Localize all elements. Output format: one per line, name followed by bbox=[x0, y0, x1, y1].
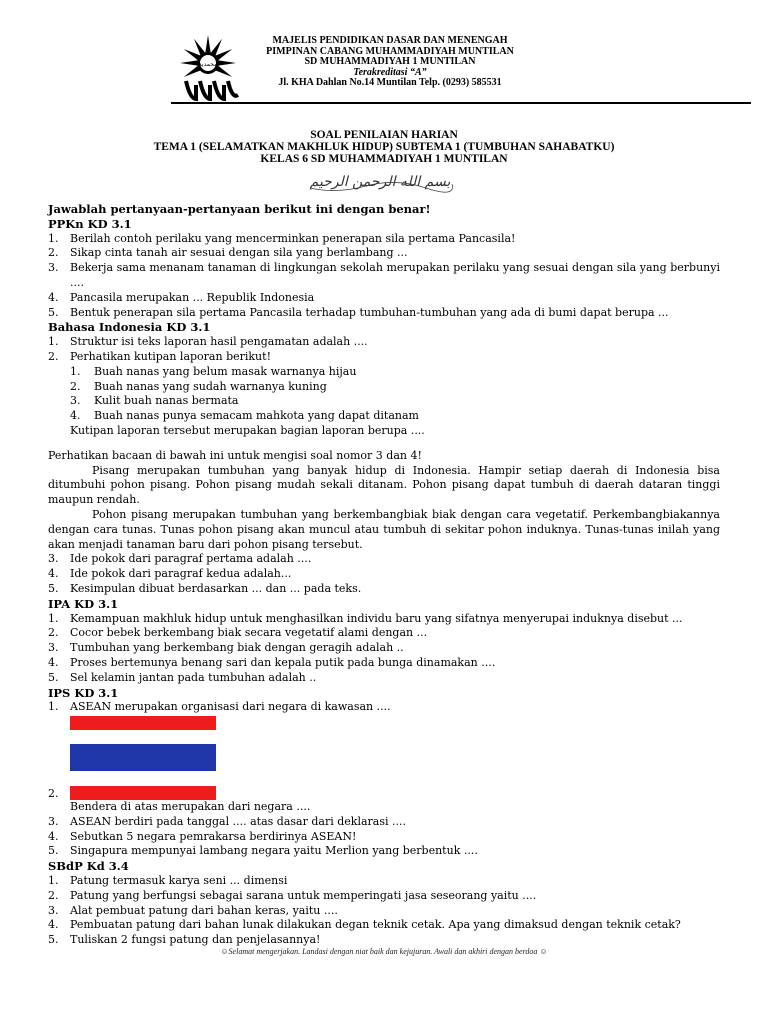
sub-item: 2. Buah nanas yang sudah warnanya kuning bbox=[70, 379, 327, 393]
section-ips-heading: IPS KD 3.1 bbox=[48, 685, 119, 700]
reading-paragraph-1: Pisang merupakan tumbuhan yang banyak hidup di Indonesia. Hampir setiap daerah di Indonesia bisa ditumbuhi pohon pisang. Pohon pisang mudah sekali ditanam. Pohon pisang dapat tumbuh di daerah dataran tinggi maupun rendah. bbox=[48, 463, 720, 507]
header-accreditation: Terakreditasi “A” bbox=[353, 66, 427, 78]
school-header bbox=[244, 36, 536, 89]
flag-blue-stripe bbox=[70, 744, 216, 771]
sbdp-list bbox=[48, 874, 720, 948]
reading-intro: Perhatikan bacaan di bawah ini untuk mengisi soal nomor 3 dan 4! bbox=[48, 448, 422, 462]
header-divider bbox=[171, 102, 751, 104]
question-item: 2. Patung yang berfungsi sebagai sarana untuk memperingati jasa seseorang yaitu .... bbox=[48, 888, 537, 902]
question-number: 2. bbox=[48, 787, 59, 801]
title-line-3: KELAS 6 SD MUHAMMADIYAH 1 MUNTILAN bbox=[260, 153, 508, 165]
ppkn-list bbox=[48, 232, 720, 321]
reading-paragraph-2: Pohon pisang merupakan tumbuhan yang berkembangbiak biak dengan cara vegetatif. Perkembangbiakannya dengan cara tunas. Tunas pohon pisang akan muncul atau tumbuh di sekitar pohon induknya. Tunas-tunas inilah yang akan menjadi tanaman baru dari pohon pisang tersebut. bbox=[48, 507, 720, 551]
logo-script: محمدية bbox=[198, 61, 218, 68]
flag-red-stripe bbox=[70, 786, 216, 800]
sub-item: 1. Buah nanas yang belum masak warnanya hijau bbox=[70, 364, 357, 378]
flag-question: Bendera di atas merupakan dari negara .... bbox=[70, 800, 311, 814]
header-line-1: MAJELIS PENDIDIKAN DASAR DAN MENENGAH bbox=[272, 35, 508, 46]
exam-body bbox=[48, 202, 720, 948]
ipa-list bbox=[48, 612, 720, 686]
question-item: 4. Pancasila merupakan ... Republik Indonesia bbox=[48, 290, 315, 304]
question-item: 1. Kemampuan makhluk hidup untuk menghasilkan individu baru yang sifatnya menyerupai induknya disebut ... bbox=[48, 611, 683, 625]
question-item: 3. Tumbuhan yang berkembang biak dengan geragih adalah .. bbox=[48, 641, 404, 655]
question-item: 5. Sel kelamin jantan pada tumbuhan adalah .. bbox=[48, 670, 317, 684]
header-line-3: SD MUHAMMADIYAH 1 MUNTILAN bbox=[304, 56, 476, 67]
question-item: 4. Ide pokok dari paragraf kedua adalah... bbox=[48, 567, 292, 581]
header-address: Jl. KHA Dahlan No.14 Muntilan Telp. (0293) 585531 bbox=[278, 77, 502, 88]
question-item: 1. ASEAN merupakan organisasi dari negara di kawasan .... bbox=[48, 700, 391, 714]
muhammadiyah-logo-icon bbox=[172, 33, 244, 103]
question-item: 5. Bentuk penerapan sila pertama Pancasila terhadap tumbuhan-tumbuhan yang ada di bumi dapat berupa ... bbox=[48, 305, 669, 319]
title-line-2: TEMA 1 (SELAMATKAN MAKHLUK HIDUP) SUBTEMA 1 (TUMBUHAN SAHABATKU) bbox=[153, 141, 615, 153]
question-item: 5. Singapura mempunyai lambang negara yaitu Merlion yang berbentuk .... bbox=[48, 844, 478, 858]
section-ipa-heading: IPA KD 3.1 bbox=[48, 596, 119, 611]
ips-list bbox=[48, 700, 720, 715]
header-line-2: PIMPINAN CABANG MUHAMMADIYAH MUNTILAN bbox=[266, 45, 514, 57]
question-item: 2. Cocor bebek berkembang biak secara vegetatif alami dengan ... bbox=[48, 626, 428, 640]
instruction: Jawablah pertanyaan-pertanyaan berikut ini dengan benar! bbox=[48, 202, 431, 216]
section-ppkn-heading: PPKn KD 3.1 bbox=[48, 216, 132, 231]
question-item: 1. Struktur isi teks laporan hasil pengamatan adalah .... bbox=[48, 335, 368, 349]
flag-red-stripe bbox=[70, 716, 216, 730]
basmala-text: بسم الله الرحمن الرحيم bbox=[309, 174, 451, 190]
question-item: 1. Patung termasuk karya seni ... dimensi bbox=[48, 874, 288, 888]
question-item: 3. Ide pokok dari paragraf pertama adalah .... bbox=[48, 552, 312, 566]
question-item: 4. Sebutkan 5 negara pemrakarsa berdirinya ASEAN! bbox=[48, 829, 357, 843]
bindo-sub-list bbox=[70, 365, 720, 424]
question-item: 5. Tuliskan 2 fungsi patung dan penjelasannya! bbox=[48, 933, 321, 947]
question-item: 3. Bekerja sama menanam tanaman di lingkungan sekolah merupakan perilaku yang sesuai dengan sila yang berbunyi .... bbox=[48, 261, 720, 289]
section-bindo-heading: Bahasa Indonesia KD 3.1 bbox=[48, 320, 211, 335]
exam-title bbox=[0, 129, 768, 165]
sub-item: 3. Kulit buah nanas bermata bbox=[70, 394, 239, 408]
sub-question: Kutipan laporan tersebut merupakan bagian laporan berupa .... bbox=[70, 423, 425, 437]
bindo-list-2 bbox=[48, 552, 720, 596]
title-line-1: SOAL PENILAIAN HARIAN bbox=[310, 129, 458, 141]
basmala-calligraphy-icon bbox=[306, 166, 454, 196]
question-item: 4. Proses bertemunya benang sari dan kepala putik pada bunga dinamakan .... bbox=[48, 655, 496, 669]
footer-note: ☺Selamat mengerjakan. Landasi dengan niat baik dan kejujuran. Awali dan akhiri dengan berdoa ☺ bbox=[220, 947, 548, 956]
question-item: 5. Kesimpulan dibuat berdasarkan ... dan ... pada teks. bbox=[48, 581, 362, 595]
spacer bbox=[48, 439, 720, 449]
thailand-flag-image bbox=[48, 716, 216, 801]
question-item: 4. Pembuatan patung dari bahan lunak dilakukan degan teknik cetak. Apa yang dimaksud dengan teknik cetak? bbox=[48, 918, 681, 932]
question-item: 2. Sikap cinta tanah air sesuai dengan sila yang berlambang ... bbox=[48, 246, 408, 260]
ips-list-2 bbox=[48, 815, 720, 859]
question-item: 2. Perhatikan kutipan laporan berikut! bbox=[48, 349, 271, 363]
sub-item: 4. Buah nanas punya semacam mahkota yang dapat ditanam bbox=[70, 409, 419, 423]
bindo-list bbox=[48, 335, 720, 365]
question-item: 3. ASEAN berdiri pada tanggal .... atas dasar dari deklarasi .... bbox=[48, 814, 406, 828]
question-item: 1. Berilah contoh perilaku yang mencerminkan penerapan sila pertama Pancasila! bbox=[48, 231, 516, 245]
section-sbdp-heading: SBdP Kd 3.4 bbox=[48, 859, 129, 874]
question-item: 3. Alat pembuat patung dari bahan keras, yaitu .... bbox=[48, 903, 338, 917]
